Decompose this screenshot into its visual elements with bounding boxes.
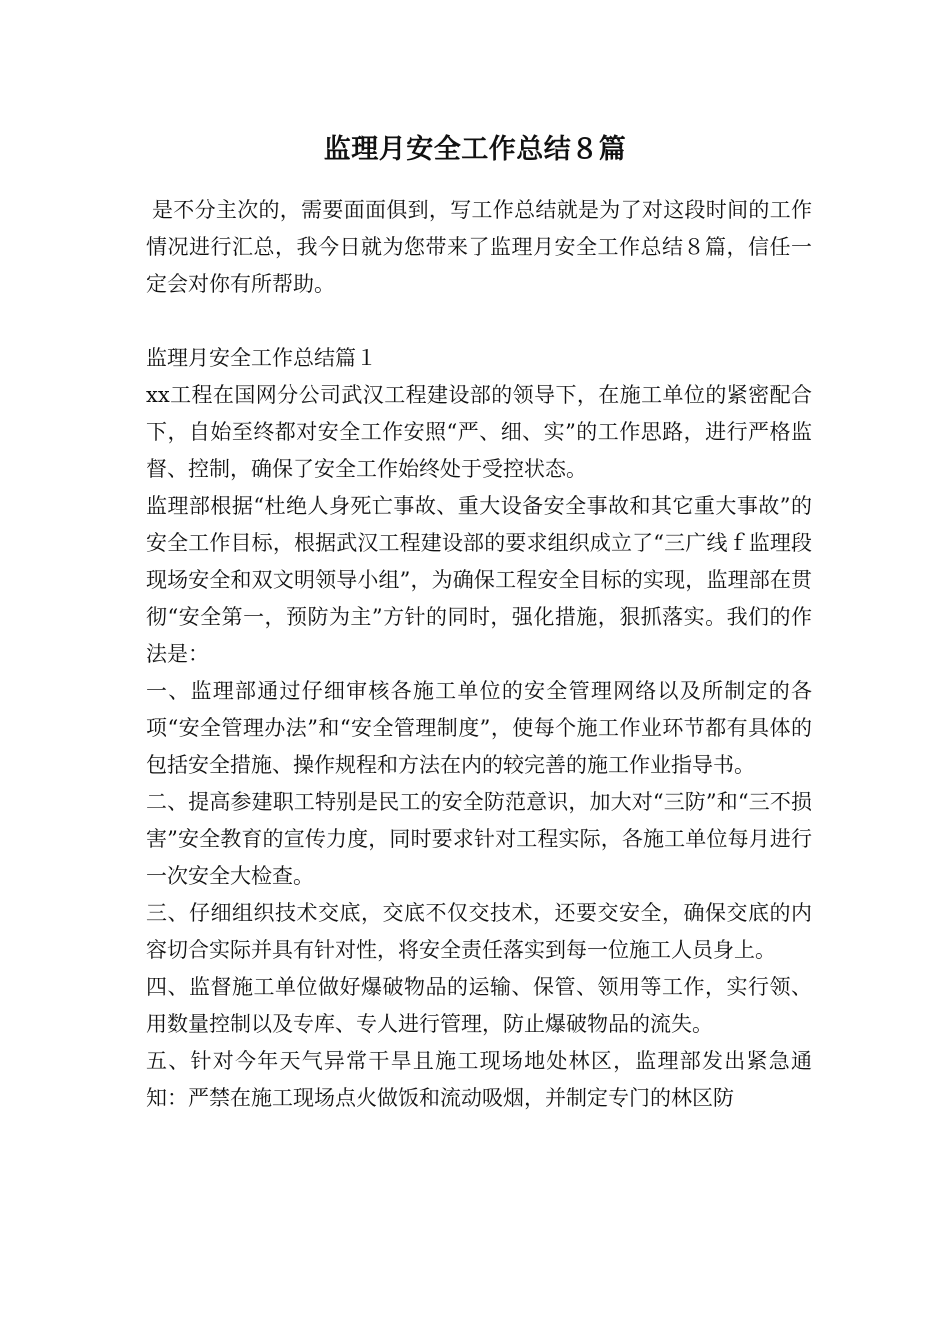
- body-paragraph: 五、针对今年天气异常干旱且施工现场地处林区，监理部发出紧急通知：严禁在施工现场点火做饭和流动吸烟，并制定专门的林区防: [146, 1049, 812, 1110]
- body-paragraph: 三、仔细组织技术交底，交底不仅交技术，还要交安全，确保交底的内容切合实际并具有针对性，将安全责任落实到每一位施工人员身上。: [146, 901, 812, 962]
- body-paragraph: 二、提高参建职工特别是民工的安全防范意识，加大对“三防”和“三不损害”安全教育的宣传力度，同时要求针对工程实际，各施工单位每月进行一次安全大检查。: [146, 790, 812, 888]
- intro-paragraph: 是不分主次的，需要面面俱到，写工作总结就是为了对这段时间的工作情况进行汇总，我今日就为您带来了监理月安全工作总结８篇，信任一定会对你有所帮助。: [146, 198, 812, 296]
- document-title: 监理月安全工作总结８篇: [323, 134, 627, 165]
- body-paragraph: 一、监理部通过仔细审核各施工单位的安全管理网络以及所制定的各项“安全管理办法”和“安全管理制度”，使每个施工作业环节都有具体的包括安全措施、操作规程和方法在内的较完善的施工作业指导书。: [146, 679, 812, 777]
- section-heading: 监理月安全工作总结篇１: [146, 346, 377, 370]
- body-paragraph: 监理部根据“杜绝人身死亡事故、重大设备安全事故和其它重大事故”的安全工作目标，根据武汉工程建设部的要求组织成立了“三广线ｆ监理段现场安全和双文明领导小组”，为确保工程安全目标的实现，监理部在贯彻“安全第一，预防为主”方针的同时，强化措施，狠抓落实。我们的作法是：: [146, 494, 812, 666]
- body-paragraph: 四、监督施工单位做好爆破物品的运输、保管、领用等工作，实行领、用数量控制以及专库、专人进行管理，防止爆破物品的流失。: [146, 975, 812, 1036]
- document-body: [146, 192, 812, 1117]
- paragraph-gap: [146, 303, 812, 340]
- body-paragraph: xx工程在国网分公司武汉工程建设部的领导下，在施工单位的紧密配合下，自始至终都对安全工作安照“严、细、实”的工作思路，进行严格监督、控制，确保了安全工作始终处于受控状态。: [146, 383, 812, 481]
